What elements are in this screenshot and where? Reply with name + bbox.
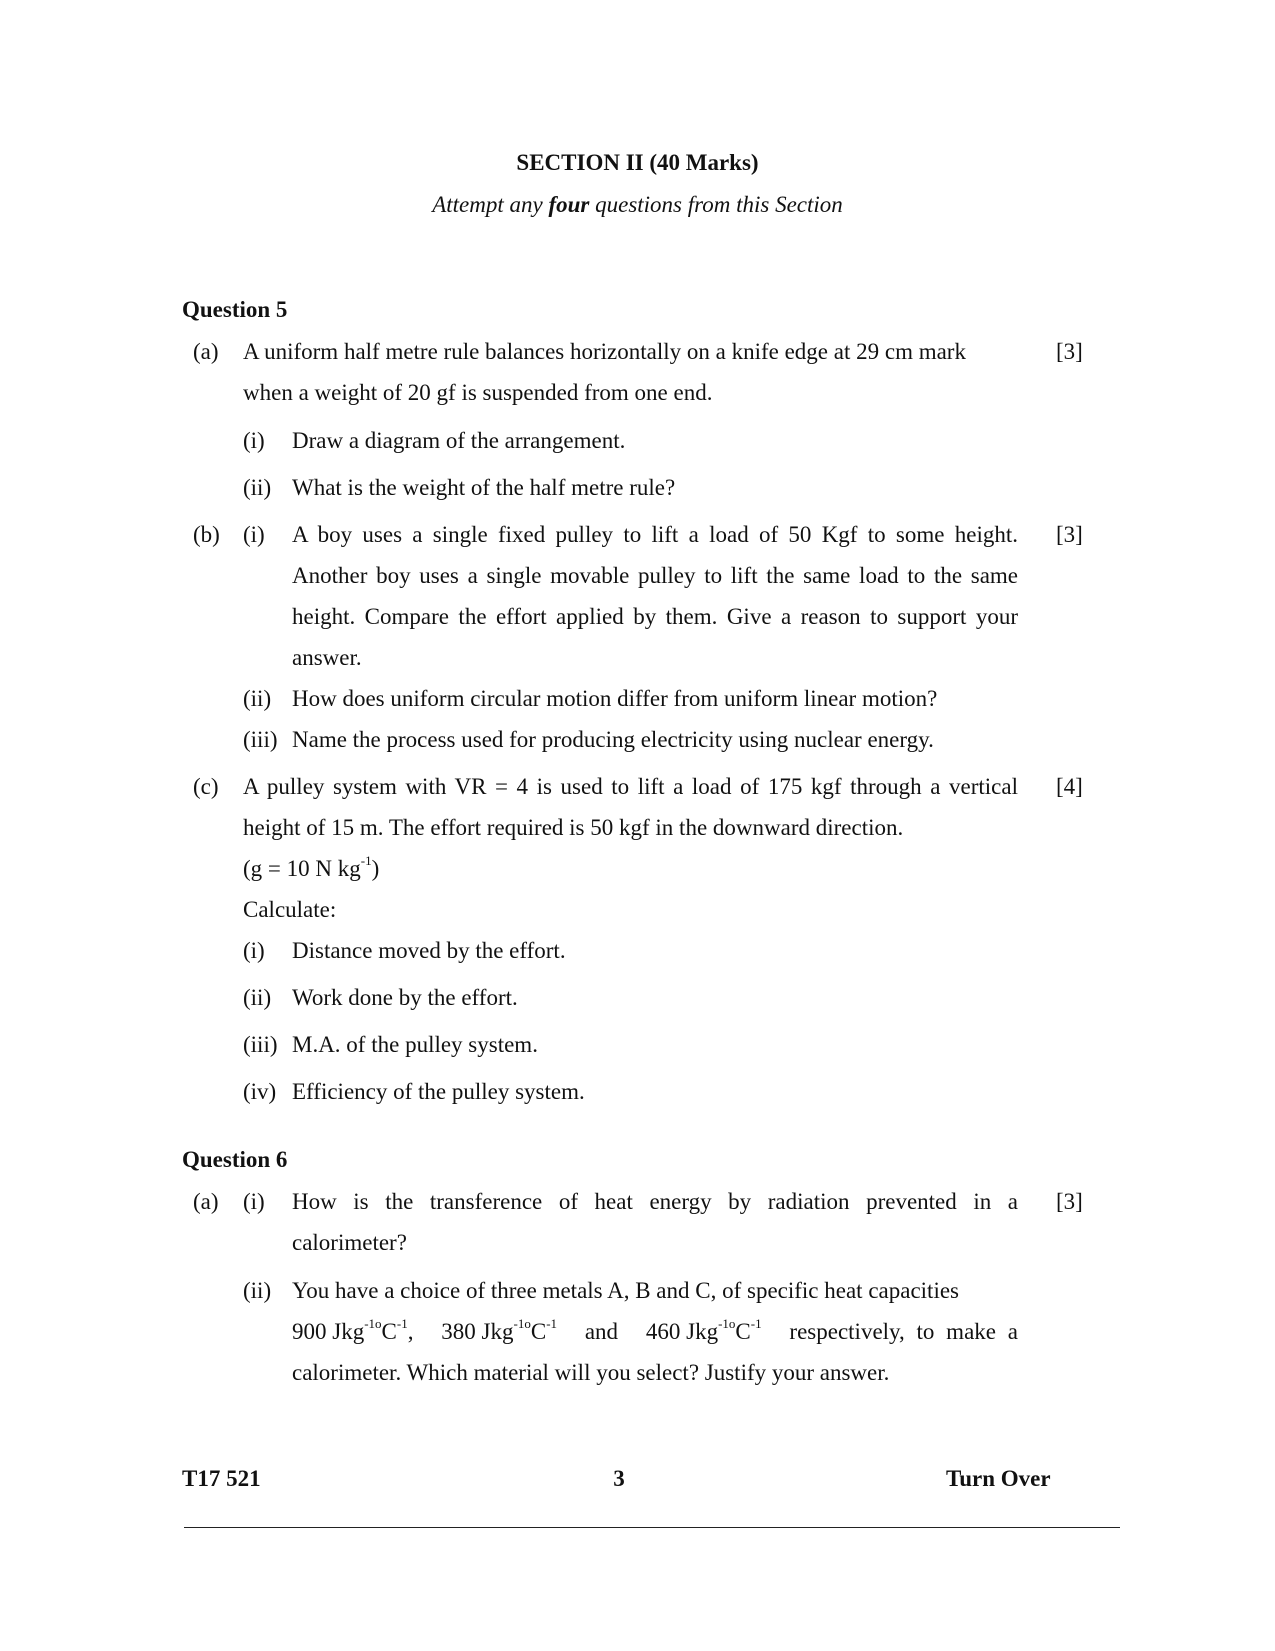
q5-c-iii-label: (iii): [243, 1032, 278, 1057]
value-1-text: 900 Jkg: [292, 1319, 365, 1344]
q5-c-i-text: Distance moved by the effort.: [292, 938, 566, 963]
value-3-text: 460 Jkg: [645, 1319, 719, 1344]
gravity-exponent: -1: [360, 853, 372, 869]
q5-b-ii-label: (ii): [243, 686, 272, 711]
q5-a-marks: [3]: [1056, 339, 1083, 364]
value-2-sup-b: -1: [546, 1316, 558, 1332]
q5-c-line2: height of 15 m. The effort required is 50 kgf in the downward direction.: [243, 815, 904, 840]
value-1-sup-b: -1: [396, 1316, 408, 1332]
q5-b-marks: [3]: [1056, 522, 1083, 547]
q5-b-i-line3: height. Compare the effort applied by them. Give a reason to support your: [292, 604, 1018, 629]
value-2-unit: C: [530, 1319, 547, 1344]
footer-paper-code: T17 521: [182, 1466, 261, 1491]
q6-a-i-line1: How is the transference of heat energy by radiation prevented in a: [292, 1189, 1018, 1214]
footer-divider: [184, 1527, 1120, 1528]
conjunction-and: and: [584, 1319, 619, 1344]
q5-c-ii-label: (ii): [243, 985, 272, 1010]
q5-c-gravity: [243, 853, 380, 881]
q5-b-label: (b): [193, 522, 220, 547]
value-1-comma: ,: [407, 1319, 414, 1344]
value-3-sup-a: -1o: [718, 1316, 736, 1332]
value-1-sup-a: -1o: [364, 1316, 382, 1332]
heat-capacity-value-3: [645, 1316, 762, 1344]
value-3-unit: C: [735, 1319, 751, 1344]
q5-a-ii-text: What is the weight of the half metre rule?: [292, 475, 676, 500]
q5-c-ii-text: Work done by the effort.: [292, 985, 518, 1010]
q5-c-i-label: (i): [243, 938, 265, 963]
section-instruction: [0, 193, 1275, 216]
section-title: SECTION II (40 Marks): [516, 150, 759, 175]
question-6-heading: Question 6: [182, 1147, 288, 1172]
q5-c-iv-text: Efficiency of the pulley system.: [292, 1079, 585, 1104]
q5-b-i-line1: A boy uses a single fixed pulley to lift a load of 50 Kgf to some height.: [292, 522, 1018, 547]
q5-b-iii-text: Name the process used for producing electricity using nuclear energy.: [292, 727, 934, 752]
value-3-sup-b: -1: [750, 1316, 762, 1332]
q5-a-ii-label: (ii): [243, 475, 272, 500]
q6-a-i-line2: calorimeter?: [292, 1230, 407, 1255]
q5-a-line2: when a weight of 20 gf is suspended from one end.: [243, 380, 713, 405]
q5-c-iv-label: (iv): [243, 1079, 277, 1104]
q5-b-i-label: (i): [243, 522, 265, 547]
instruction-text-post: questions from this Section: [589, 192, 843, 217]
q6-a-ii-line2: [292, 1316, 1018, 1344]
gravity-text: (g = 10 N kg: [243, 856, 361, 881]
q6-a-ii-label: (ii): [243, 1278, 272, 1303]
q5-b-ii-text: How does uniform circular motion differ from uniform linear motion?: [292, 686, 938, 711]
q5-b-i-line2: Another boy uses a single movable pulley to lift the same load to the same: [292, 563, 1018, 588]
value-1-unit: C: [381, 1319, 397, 1344]
heat-capacity-value-2: [441, 1316, 558, 1344]
q6-a-ii-line3: calorimeter. Which material will you select? Justify your answer.: [292, 1360, 890, 1385]
q5-a-i-label: (i): [243, 428, 265, 453]
q5-c-iii-text: M.A. of the pulley system.: [292, 1032, 538, 1057]
q6-a-ii-line1: You have a choice of three metals A, B and C, of specific heat capacities: [292, 1278, 959, 1303]
q5-c-calculate: Calculate:: [243, 897, 337, 922]
q5-a-label: (a): [193, 339, 219, 364]
q5-c-line1: A pulley system with VR = 4 is used to lift a load of 175 kgf through a vertical: [243, 774, 1018, 799]
heat-capacity-value-1: [292, 1316, 414, 1344]
instruction-text-bold: four: [548, 192, 590, 217]
gravity-close: ): [371, 856, 380, 881]
instruction-text-pre: Attempt any: [432, 192, 549, 217]
value-2-text: 380 Jkg: [441, 1319, 514, 1344]
q6-a-label: (a): [193, 1189, 219, 1214]
q5-a-line1: A uniform half metre rule balances horizontally on a knife edge at 29 cm mark: [243, 339, 966, 364]
question-5-heading: Question 5: [182, 297, 288, 322]
footer-turn-over: Turn Over: [946, 1466, 1051, 1491]
q5-b-i-line4: answer.: [292, 645, 362, 670]
q6-a-marks: [3]: [1056, 1189, 1083, 1214]
value-2-sup-a: -1o: [513, 1316, 531, 1332]
q6-a-ii-line2-end: respectively, to make a: [789, 1319, 1018, 1344]
q6-a-i-label: (i): [243, 1189, 265, 1214]
q5-a-i-text: Draw a diagram of the arrangement.: [292, 428, 626, 453]
q5-c-label: (c): [193, 774, 219, 799]
q5-b-iii-label: (iii): [243, 727, 278, 752]
footer-page-number: 3: [613, 1466, 625, 1491]
q5-c-marks: [4]: [1056, 774, 1083, 799]
